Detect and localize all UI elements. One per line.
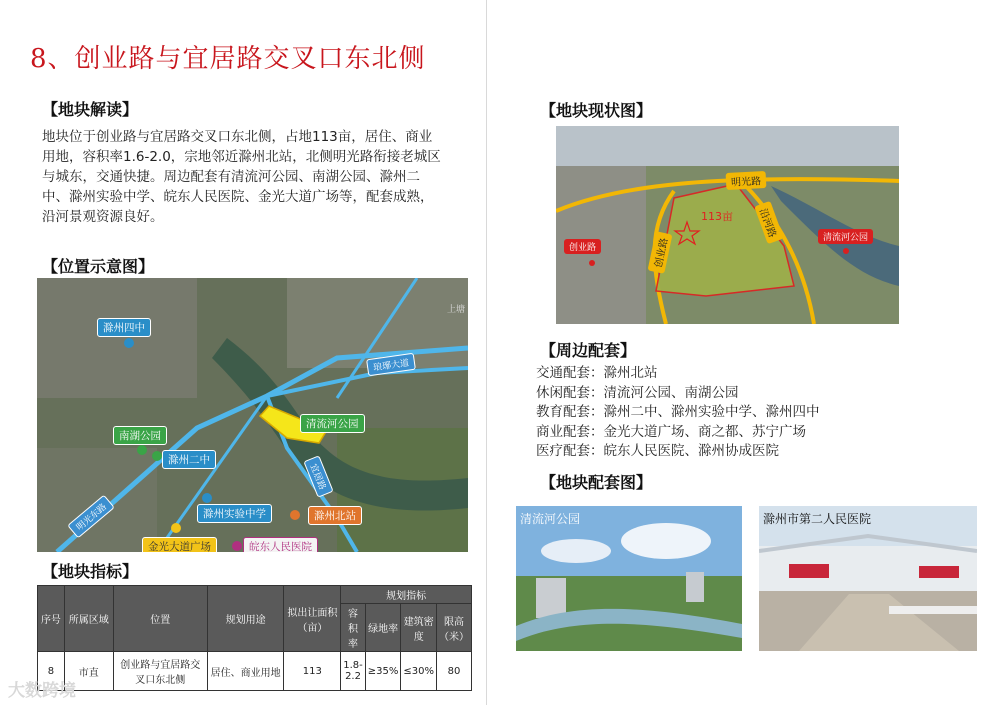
cell: ≤30% (401, 652, 437, 691)
page-title: 8、创业路与宜居路交叉口东北侧 (30, 44, 426, 74)
label-qingliu-park: 清流河公园 (300, 414, 365, 433)
table-row (38, 652, 472, 691)
amenity-value: 滁州二中、滁州实验中学、滁州四中 (603, 404, 820, 420)
th-usage: 规划用途 (207, 586, 284, 652)
cell: 创业路与宜居路交叉口东北侧 (113, 652, 207, 691)
section-interpretation: 【地块解读】 (42, 100, 139, 119)
cell: 1.8-2.2 (341, 652, 366, 691)
amenities-list (536, 364, 820, 462)
th-location: 位置 (113, 586, 207, 652)
photo-label-chuangye-tag: 创业路 (564, 239, 601, 254)
photo-qingliu-park (516, 506, 742, 651)
th-density: 建筑密度 (401, 604, 437, 652)
list-item (536, 403, 820, 423)
photo-caption: 滁州市第二人民医院 (763, 512, 872, 526)
list-item (536, 364, 820, 384)
page-divider (486, 0, 487, 705)
photo-qingliu-graphic (516, 506, 742, 651)
label-jinguang-square: 金光大道广场 (142, 537, 217, 552)
indicator-table (37, 585, 472, 691)
photo-hospital (759, 506, 977, 651)
amenity-label: 休闲配套： (536, 384, 604, 401)
label-school4: 滁州四中 (97, 318, 151, 337)
cell: 居住、商业用地 (207, 652, 284, 691)
section-indicators: 【地块指标】 (42, 562, 139, 581)
th-index: 序号 (38, 586, 65, 652)
interpretation-text: 地块位于创业路与宜居路交叉口东北侧，占地113亩，居住、商业用地，容积率1.6-2.0，宗地邻近滁州北站，北侧明光路衔接老城区与城东，交通快捷。周边配套有清流河公园、南湖公园、滁州二中、滁州实验中学、皖东人民医院、金光大道广场等，配套成熟，沿河景观资源良好。 (42, 129, 441, 225)
cell: 市直 (64, 652, 113, 691)
section-status: 【地块现状图】 (540, 101, 653, 120)
th-size: 拟出让面积（亩） (284, 586, 341, 652)
th-far: 容积率 (341, 604, 366, 652)
status-photo (556, 126, 899, 324)
th-green: 绿地率 (365, 604, 401, 652)
th-height: 限高（米） (437, 604, 472, 652)
photo-label-chuangye: 创业路 (648, 231, 673, 274)
amenity-label: 商业配套： (536, 423, 604, 440)
cell: 80 (437, 652, 472, 691)
cell: 8 (38, 652, 65, 691)
photo-label-mingguang: 明光路 (726, 171, 767, 190)
location-map (37, 278, 468, 552)
label-north-station: 滁州北站 (308, 506, 362, 525)
section-facilities: 【地块配套图】 (540, 473, 653, 492)
amenity-label: 教育配套： (536, 404, 604, 420)
label-school2: 滁州二中 (162, 450, 216, 469)
section-location: 【位置示意图】 (42, 257, 155, 276)
amenity-value: 清流河公园、南湖公园 (603, 384, 739, 401)
list-item (536, 442, 820, 462)
list-item (536, 423, 820, 443)
amenity-label: 交通配套： (536, 365, 604, 381)
label-wandong-hospital: 皖东人民医院 (243, 537, 318, 552)
photo-caption: 清流河公园 (520, 512, 581, 526)
th-planning: 规划指标 (341, 586, 472, 604)
label-corner: 上塘 (447, 305, 466, 315)
label-road-yiju: 宜居路 (303, 455, 333, 498)
photo-hospital-graphic (759, 506, 977, 651)
cell: ≥35% (365, 652, 401, 691)
amenity-value: 皖东人民医院、滁州协成医院 (603, 443, 779, 459)
amenity-value: 金光大道广场、商之都、苏宁广场 (603, 423, 806, 440)
watermark: 大数跨境 (8, 681, 76, 701)
photo-label-yanhe: 沿河路 (754, 201, 784, 244)
cell: 113 (284, 652, 341, 691)
label-road-langya: 琅琊大道 (366, 353, 416, 377)
label-road-mingguang: 明光东路 (67, 495, 115, 539)
status-photo-graphic (556, 126, 899, 324)
label-nanhu-park: 南湖公园 (113, 426, 167, 445)
list-item (536, 384, 820, 404)
amenity-value: 滁州北站 (603, 365, 658, 381)
photo-label-qingliu: 清流河公园 (818, 229, 873, 244)
photo-label-area: 113亩 (701, 210, 733, 223)
section-surroundings: 【周边配套】 (540, 341, 637, 360)
th-area: 所属区域 (64, 586, 113, 652)
label-exp-school: 滁州实验中学 (197, 504, 272, 523)
amenity-label: 医疗配套： (536, 443, 604, 459)
